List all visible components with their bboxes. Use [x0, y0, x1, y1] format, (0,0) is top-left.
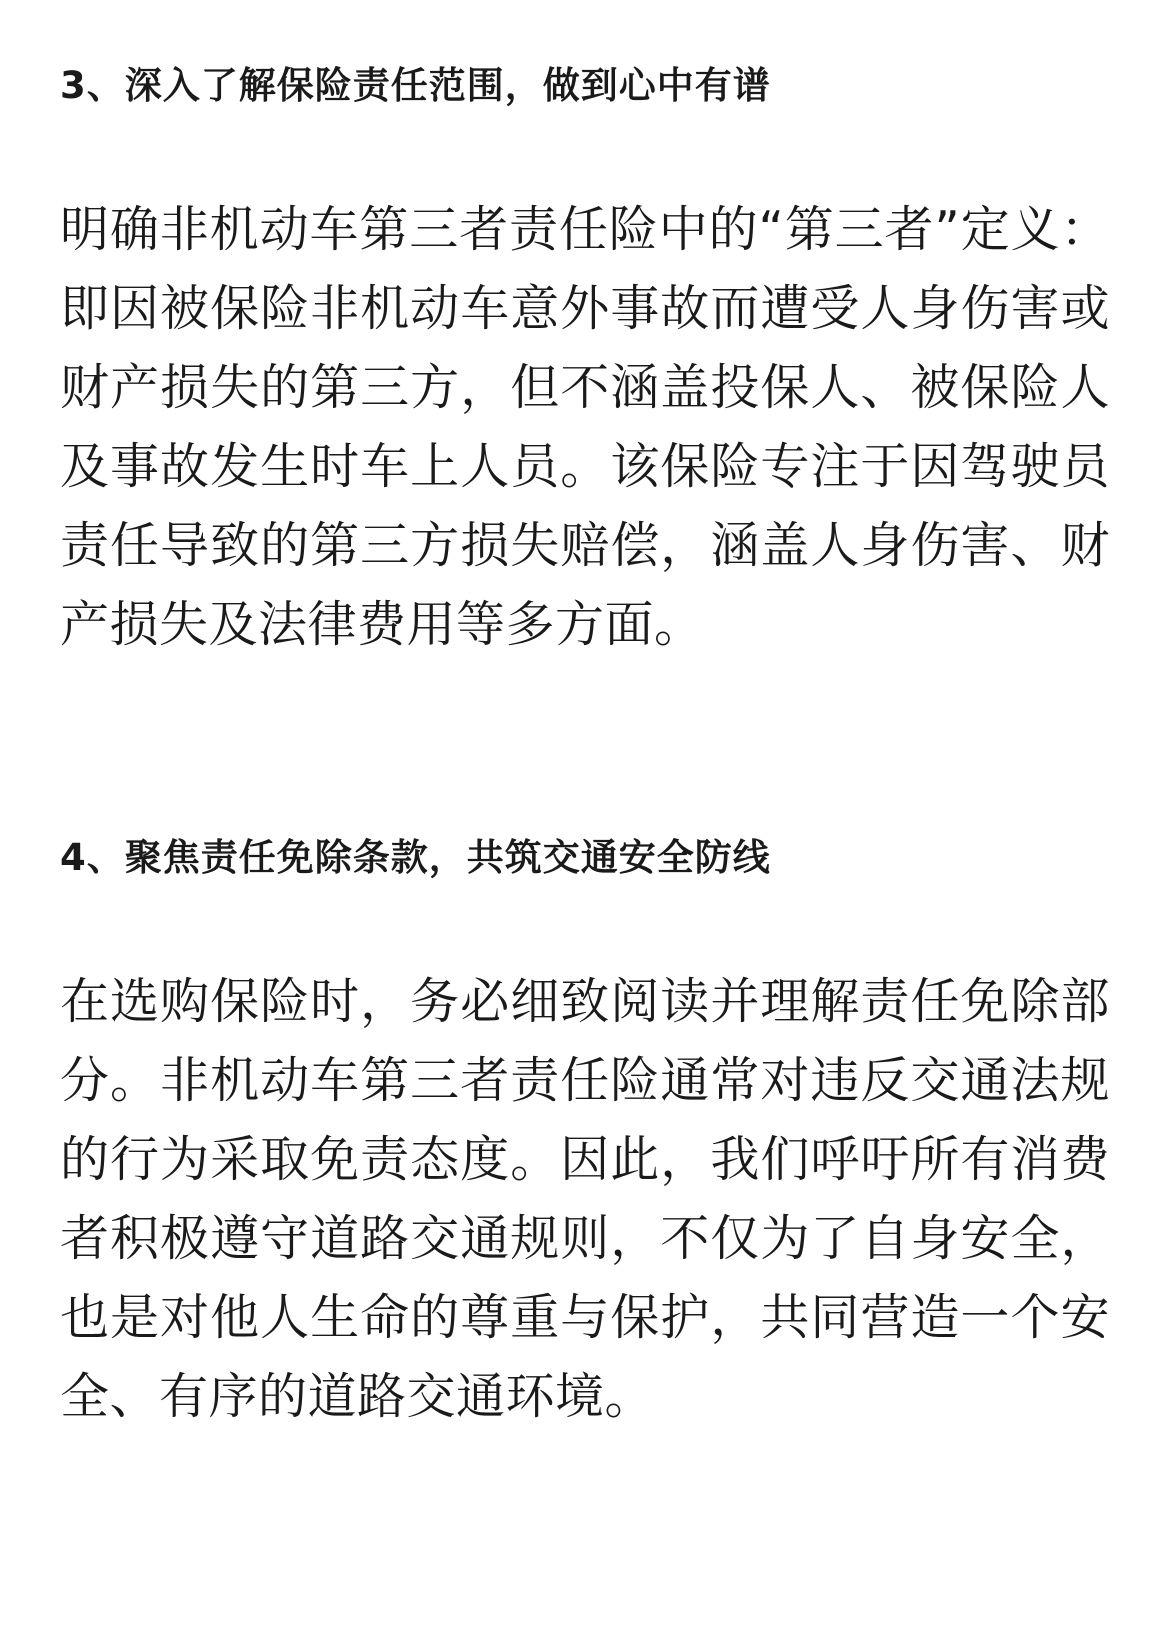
section-paragraph-4: 在选购保险时，务必细致阅读并理解责任免除部分。非机动车第三者责任险通常对违反交通法规的行为采取免责态度。因此，我们呼吁所有消费者积极遵守道路交通规则，不仅为了自身安全，也是对他人生命的尊重与保护，共同营造一个安全、有序的道路交通环境。	[60, 973, 1110, 1425]
section-heading-3: 3、深入了解保险责任范围，做到心中有谱	[60, 64, 771, 107]
section-paragraph-3: 明确非机动车第三者责任险中的“第三者”定义：即因被保险非机动车意外事故而遭受人身伤害或财产损失的第三方，但不涵盖投保人、被保险人及事故发生时车上人员。该保险专注于因驾驶员责任导致的第三方损失赔偿，涵盖人身伤害、财产损失及法律费用等多方面。	[60, 201, 1110, 653]
section-heading-4: 4、聚焦责任免除条款，共筑交通安全防线	[60, 836, 771, 879]
